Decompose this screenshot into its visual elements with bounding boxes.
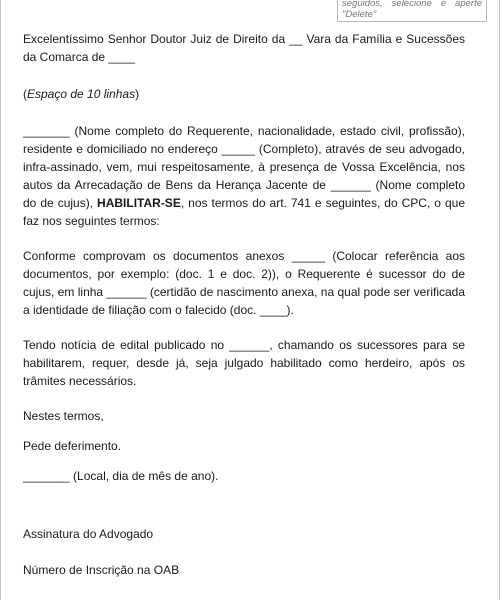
document-body <box>23 30 465 579</box>
habilitar-se-term: HABILITAR-SE <box>97 196 181 210</box>
instructions-line-2: "Delete" <box>342 9 377 20</box>
instructions-line-1: seguidos, selecione e aperte <box>342 0 482 9</box>
instructions-note <box>337 0 487 22</box>
space-note-text: Espaço de 10 linhas <box>27 87 136 101</box>
closing-terms: Nestes termos, <box>23 409 104 423</box>
lawyer-signature: Assinatura do Advogado <box>23 527 154 541</box>
oab-number: Número de Inscrição na OAB <box>23 563 180 577</box>
addressee: Excelentíssimo Senhor Doutor Juiz de Direito da __ Vara da Família e Sucessões da Comarca de ____ <box>23 32 465 64</box>
paragraph-qualification-b: , nos termos do art. 741 e seguintes, do CPC, o que faz nos seguintes termos: <box>23 196 465 228</box>
request-deferment: Pede deferimento. <box>23 439 122 453</box>
paragraph-request: Tendo notícia de edital publicado no ______, chamando os sucessores para se habilitarem, requer, desde já, seja julgado habilitado como herdeiro, após os trâmites necessários. <box>23 338 465 388</box>
place-date: _______ (Local, dia de mês de ano). <box>23 469 219 483</box>
paragraph-documents: Conforme comprovam os documentos anexos _____ (Colocar referência aos documentos, por exemplo: (doc. 1 e doc. 2)), o Requerente é sucessor do de cujus, em linha ______ (certidão de nascimento anexa, na qual pode ser verificada a identidade de filiação com o falecido (doc. ____). <box>23 249 465 317</box>
space-note: (Espaço de 10 linhas) <box>23 87 140 101</box>
paragraph-qualification <box>23 122 465 230</box>
paragraph-qualification-a: _______ (Nome completo do Requerente, nacionalidade, estado civil, profissão), residente e domiciliado no endereço _____ (Completo), através de seu advogado, infra-assinado, vem, mui respeitosamente, à presença de Vossa Excelência, nos autos da Arrecadação de Bens da Herança Jacente de ______ (Nome completo do de cujus), <box>23 124 465 210</box>
